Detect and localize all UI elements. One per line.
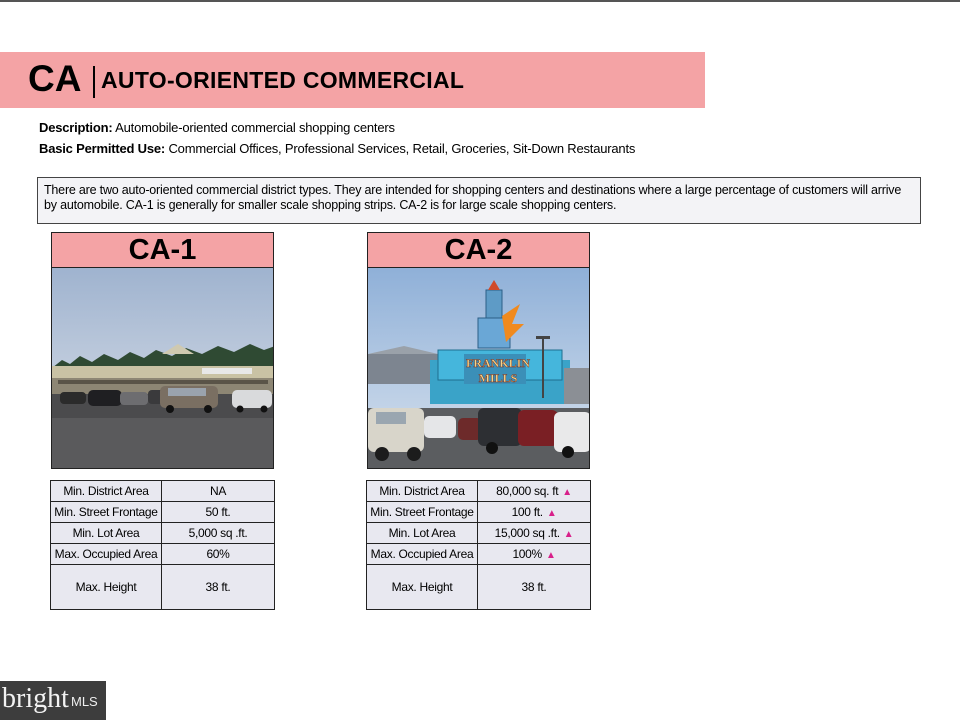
row-value: 38 ft. <box>162 565 275 610</box>
row-label: Min. Lot Area <box>367 523 478 544</box>
increase-triangle-icon: ▲ <box>562 487 572 498</box>
row-label: Min. Lot Area <box>51 523 162 544</box>
row-value: 100 ft. <box>511 505 543 519</box>
district-title: AUTO-ORIENTED COMMERCIAL <box>101 67 465 93</box>
bright-mls-watermark <box>0 681 106 720</box>
row-value: NA <box>162 481 275 502</box>
row-value: 15,000 sq .ft. <box>494 526 560 540</box>
table-row <box>51 565 275 610</box>
row-label: Max. Occupied Area <box>51 544 162 565</box>
district-banner <box>0 52 705 108</box>
permitted-use-line <box>39 141 635 156</box>
description-label: Description: <box>39 120 113 135</box>
shopping-mall-photo <box>367 268 590 469</box>
description-line <box>39 120 395 135</box>
row-label: Max. Height <box>367 565 478 610</box>
dimension-table-ca1 <box>50 480 275 610</box>
dimension-table-ca2 <box>366 480 591 610</box>
table-row <box>51 544 275 565</box>
watermark-brand: bright <box>2 683 69 714</box>
row-label: Min. Street Frontage <box>367 502 478 523</box>
row-value: 50 ft. <box>162 502 275 523</box>
increase-triangle-icon: ▲ <box>546 508 557 519</box>
row-value-cell <box>478 502 591 523</box>
table-row <box>367 523 591 544</box>
row-label: Max. Height <box>51 565 162 610</box>
permitted-use-label: Basic Permitted Use: <box>39 141 166 156</box>
table-row <box>367 481 591 502</box>
row-value: 60% <box>162 544 275 565</box>
row-value-cell <box>478 523 591 544</box>
row-label: Max. Occupied Area <box>367 544 478 565</box>
table-row <box>51 502 275 523</box>
table-row <box>367 565 591 610</box>
watermark-suffix: MLS <box>71 694 98 709</box>
row-label: Min. District Area <box>51 481 162 502</box>
mall-sign-line1: FRANKLIN <box>465 356 531 370</box>
mall-sign-line2: MILLS <box>478 371 518 385</box>
district-card-title: CA-1 <box>51 232 274 268</box>
intro-box: There are two auto-oriented commercial district types. They are intended for shopping centers and destinations where a large percentage of customers will arrive by automobile. CA-1 is generally for smaller scale shopping strips. CA-2 is for large scale shopping centers. <box>37 177 921 224</box>
permitted-use-text: Commercial Offices, Professional Services, Retail, Groceries, Sit-Down Restaurants <box>168 141 636 156</box>
table-row <box>51 481 275 502</box>
row-value: 80,000 sq. ft <box>496 484 559 498</box>
row-value: 100% <box>512 547 542 561</box>
row-value: 5,000 sq .ft. <box>162 523 275 544</box>
banner-divider <box>93 66 95 98</box>
increase-triangle-icon: ▲ <box>545 550 556 561</box>
row-label: Min. District Area <box>367 481 478 502</box>
district-card-ca1 <box>51 232 274 469</box>
increase-triangle-icon: ▲ <box>563 529 574 540</box>
district-card-ca2 <box>367 232 590 469</box>
table-row <box>367 502 591 523</box>
district-card-title: CA-2 <box>367 232 590 268</box>
row-value-cell <box>478 544 591 565</box>
table-row <box>367 544 591 565</box>
table-row <box>51 523 275 544</box>
district-code: CA <box>28 58 82 99</box>
top-border-line <box>0 0 960 2</box>
row-value: 38 ft. <box>478 565 591 610</box>
row-label: Min. Street Frontage <box>51 502 162 523</box>
row-value-cell <box>478 481 591 502</box>
description-text: Automobile-oriented commercial shopping centers <box>115 120 395 135</box>
shopping-strip-photo <box>51 268 274 469</box>
